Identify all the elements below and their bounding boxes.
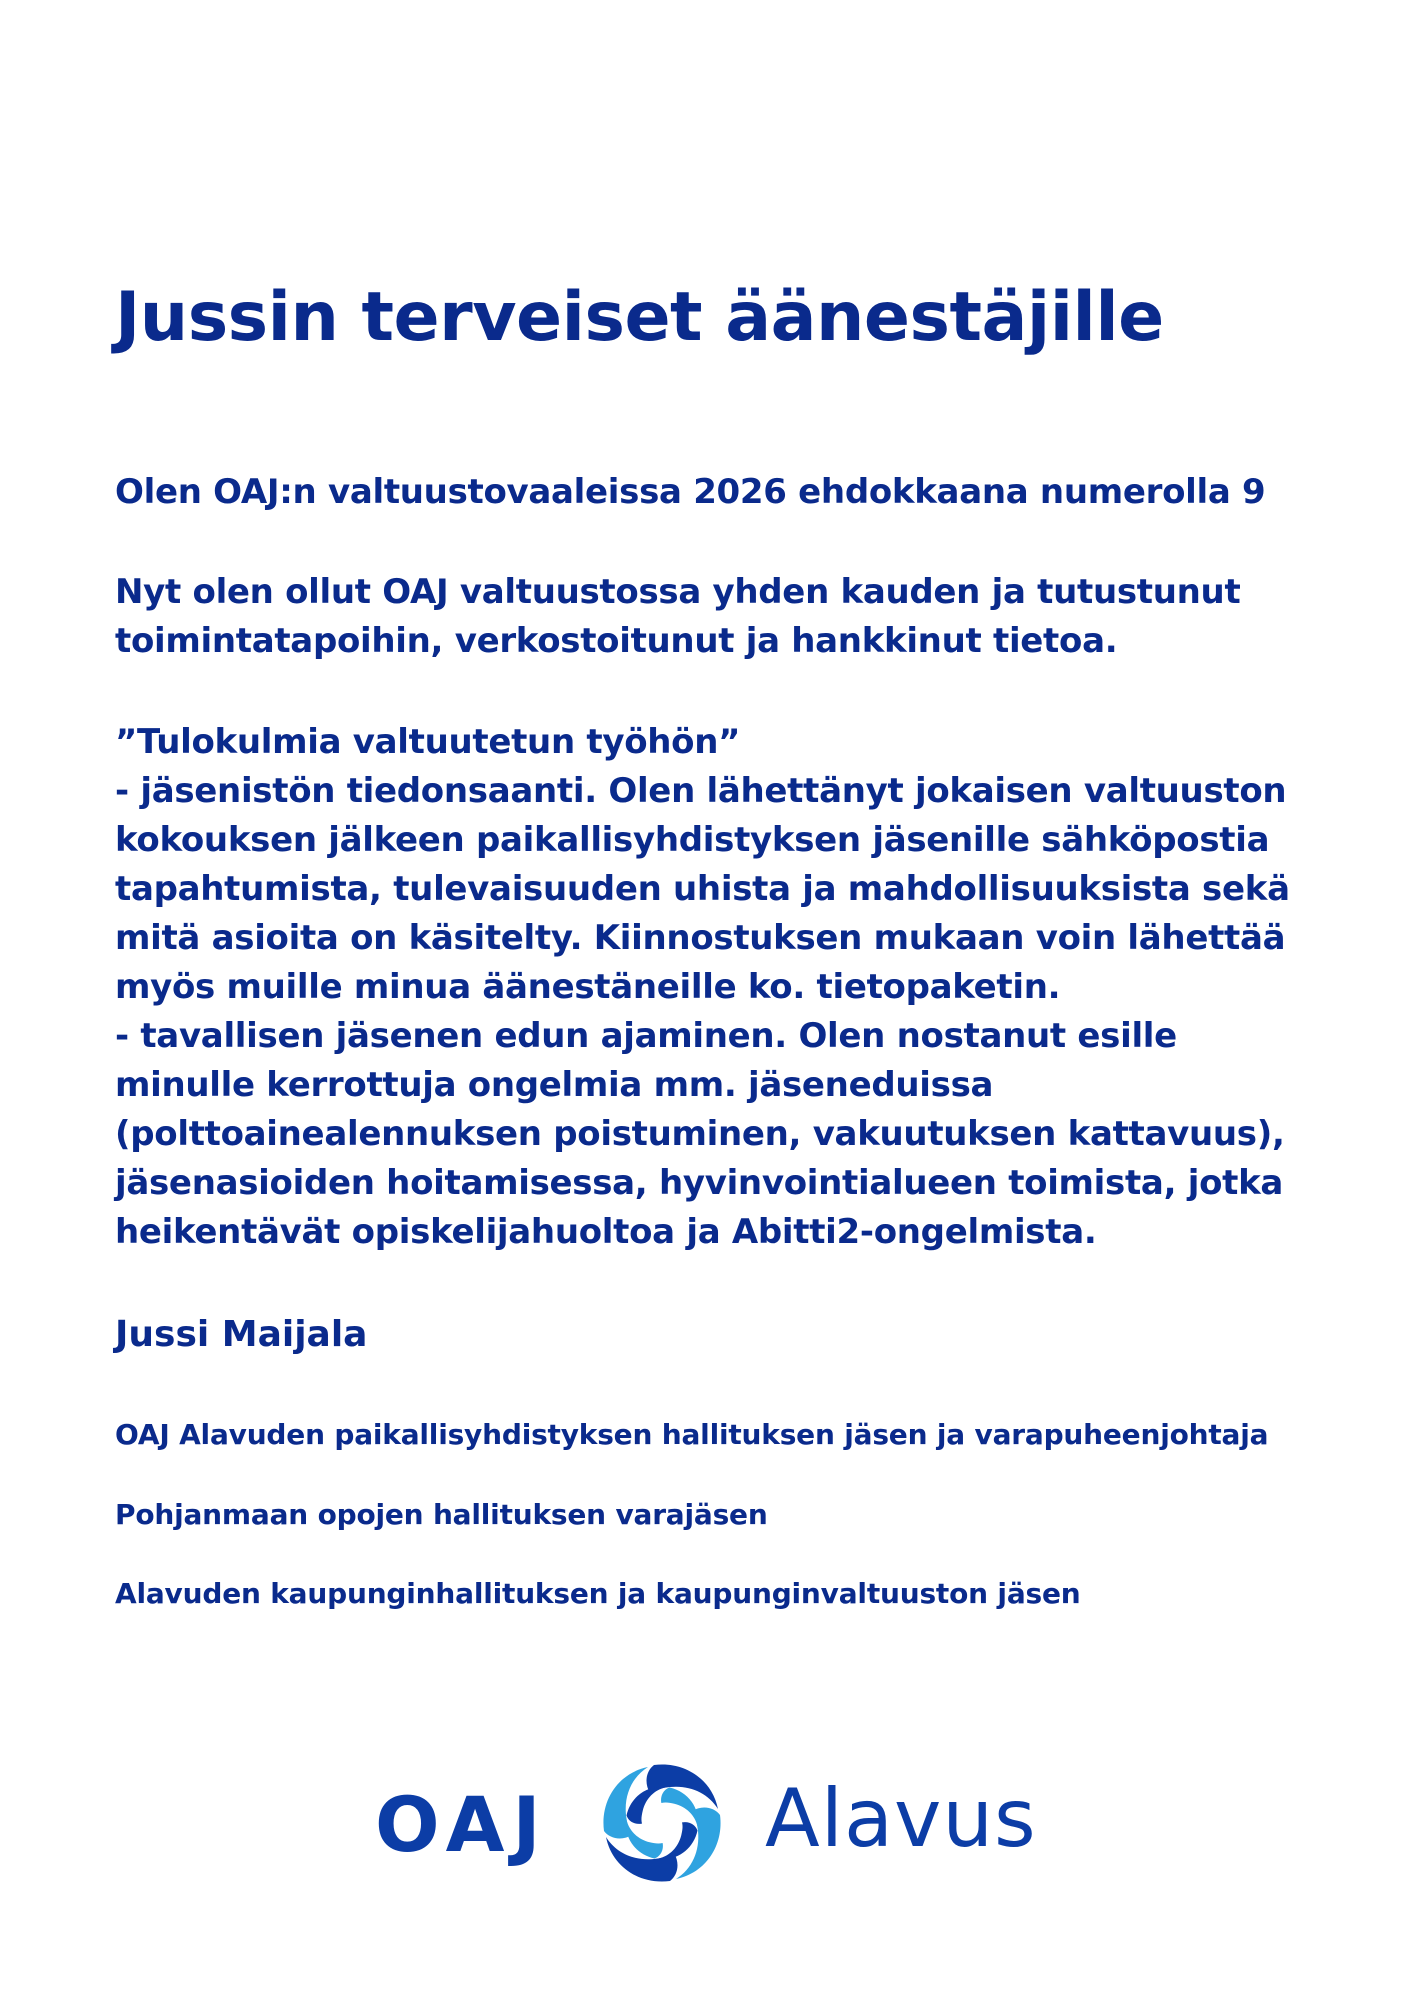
paragraph-line: kokouksen jälkeen paikallisyhdistyksen jäsenille sähköpostia: [115, 820, 1270, 860]
role-item: OAJ Alavuden paikallisyhdistyksen hallituksen jäsen ja varapuheenjohtaja: [115, 1418, 1269, 1451]
paragraph-line: ”Tulokulmia valtuutetun työhön”: [115, 722, 741, 762]
logo-oaj-text: OAJ: [375, 1780, 549, 1869]
paragraph-line: myös muille minua äänestäneille ko. tietopaketin.: [115, 967, 1061, 1007]
role-item: Alavuden kaupunginhallituksen ja kaupunginvaltuuston jäsen: [115, 1577, 1081, 1610]
paragraph-line: minulle kerrottuja ongelmia mm. jäseneduissa: [115, 1065, 994, 1105]
paragraph-line: heikentävät opiskelijahuoltoa ja Abitti2-ongelmista.: [115, 1212, 1097, 1252]
paragraph-perspectives: [115, 718, 1335, 1257]
paragraph-line: (polttoainealennuksen poistuminen, vakuutuksen kattavuus),: [115, 1114, 1285, 1154]
paragraph-line: Nyt olen ollut OAJ valtuustossa yhden kauden ja tutustunut: [115, 572, 1241, 612]
paragraph-line: jäsenasioiden hoitamisessa, hyvinvointialueen toimista, jotka: [115, 1163, 1284, 1203]
role-item: Pohjanmaan opojen hallituksen varajäsen: [115, 1498, 768, 1531]
paragraph-experience: [115, 568, 1335, 666]
intro-text: Olen OAJ:n valtuustovaaleissa 2026 ehdokkaana numerolla 9: [115, 472, 1266, 512]
paragraph-line: mitä asioita on käsitelty. Kiinnostuksen mukaan voin lähettää: [115, 918, 1286, 958]
signature-name: Jussi Maijala: [115, 1314, 368, 1355]
oaj-swirl-logo-icon: [597, 1758, 727, 1888]
logo-alavus-text: Alavus: [765, 1772, 1037, 1865]
paragraph-line: toimintatapoihin, verkostoitunut ja hankkinut tietoa.: [115, 621, 1118, 661]
oaj-alavus-logo: [375, 1758, 1045, 1888]
paragraph-line: tapahtumista, tulevaisuuden uhista ja mahdollisuuksista sekä: [115, 869, 1290, 909]
paragraph-line: - tavallisen jäsenen edun ajaminen. Olen nostanut esille: [115, 1016, 1177, 1056]
paragraph-line: - jäsenistön tiedonsaanti. Olen lähettänyt jokaisen valtuuston: [115, 771, 1287, 811]
page-title: Jussin terveiset äänestäjille: [115, 278, 1164, 357]
